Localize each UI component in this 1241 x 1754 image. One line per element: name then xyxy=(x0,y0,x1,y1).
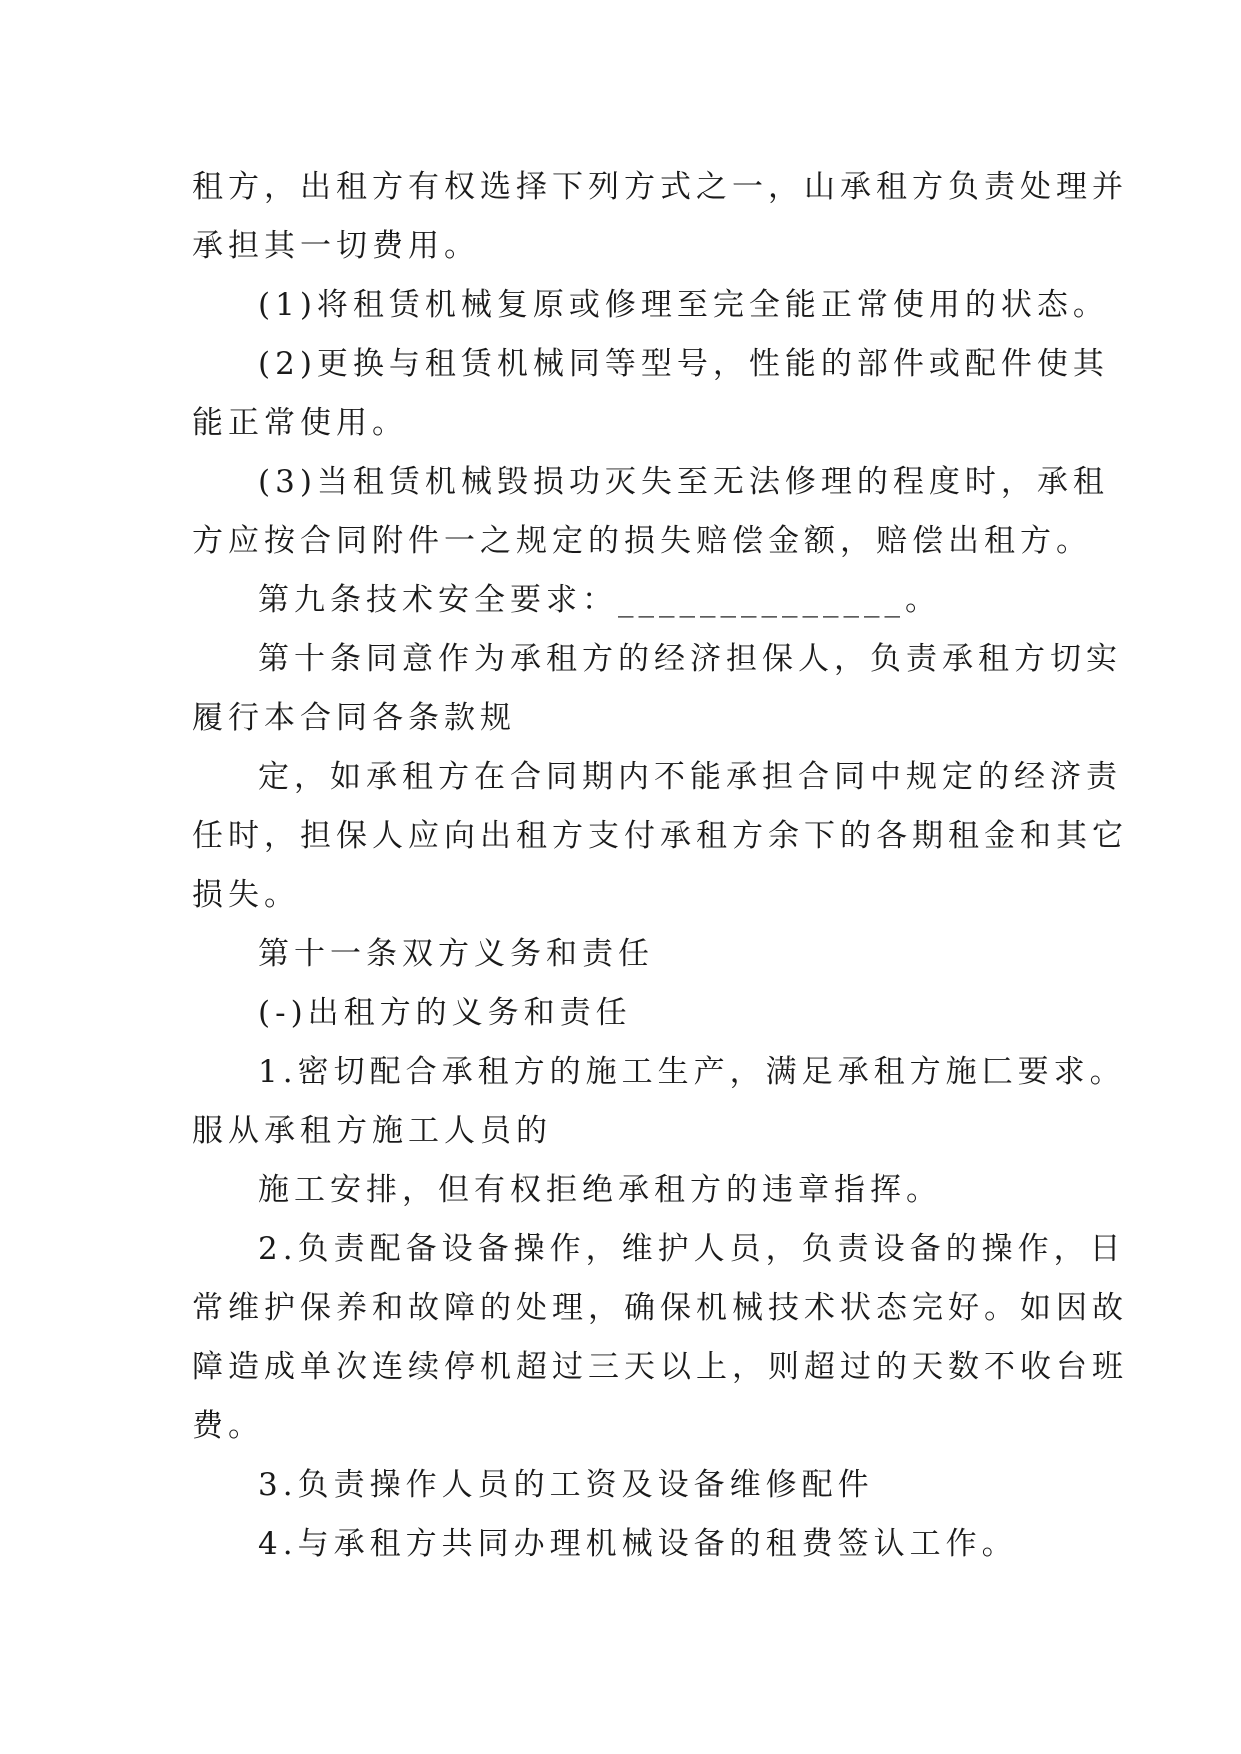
section-heading: (-)出租方的义务和责任 xyxy=(258,995,632,1031)
text-line: 定，如承租方在合同期内不能承担合同中规定的经济责 xyxy=(258,759,1122,795)
list-item: (3)当租赁机械毁损功灭失至无法修理的程度时，承租 xyxy=(258,464,1109,500)
text-line: 履行本合同各条款规 xyxy=(192,700,516,736)
text-line: 障造成单次连续停机超过三天以上，则超过的天数不收台班 xyxy=(192,1349,1128,1385)
text-line: 任时，担保人应向出租方支付承租方余下的各期租金和其它 xyxy=(192,818,1128,854)
list-item: 2.负责配备设备操作，维护人员，负责设备的操作，日 xyxy=(258,1231,1126,1267)
clause-heading: 第十条同意作为承租方的经济担保人，负责承租方切实 xyxy=(258,641,1122,677)
text-line: 承担其一切费用。 xyxy=(192,228,480,264)
clause-heading: 第九条技术安全要求：______________。 xyxy=(258,582,941,618)
text-line: 费。 xyxy=(192,1408,264,1444)
list-item: 4.与承租方共同办理机械设备的租费签认工作。 xyxy=(258,1526,1018,1562)
list-item: (1)将租赁机械复原或修理至完全能正常使用的状态。 xyxy=(258,287,1109,323)
text-line: 租方，出租方有权选择下列方式之一，山承租方负责处理并 xyxy=(192,169,1128,205)
list-item: (2)更换与租赁机械同等型号，性能的部件或配件使其 xyxy=(258,346,1109,382)
text-line: 能正常使用。 xyxy=(192,405,408,441)
text-line: 损失。 xyxy=(192,877,300,913)
document-body xyxy=(192,158,1128,1574)
text-line: 方应按合同附件一之规定的损失赔偿金额，赔偿出租方。 xyxy=(192,523,1092,559)
clause-heading: 第十一条双方义务和责任 xyxy=(258,936,654,972)
list-item: 1.密切配合承租方的施工生产，满足承租方施匚要求。 xyxy=(258,1054,1126,1090)
text-line: 常维护保养和故障的处理，确保机械技术状态完好。如因故 xyxy=(192,1290,1128,1326)
text-line: 服从承租方施工人员的 xyxy=(192,1113,552,1149)
text-line: 施工安排，但有权拒绝承租方的违章指挥。 xyxy=(258,1172,942,1208)
list-item: 3.负责操作人员的工资及设备维修配件 xyxy=(258,1467,874,1503)
